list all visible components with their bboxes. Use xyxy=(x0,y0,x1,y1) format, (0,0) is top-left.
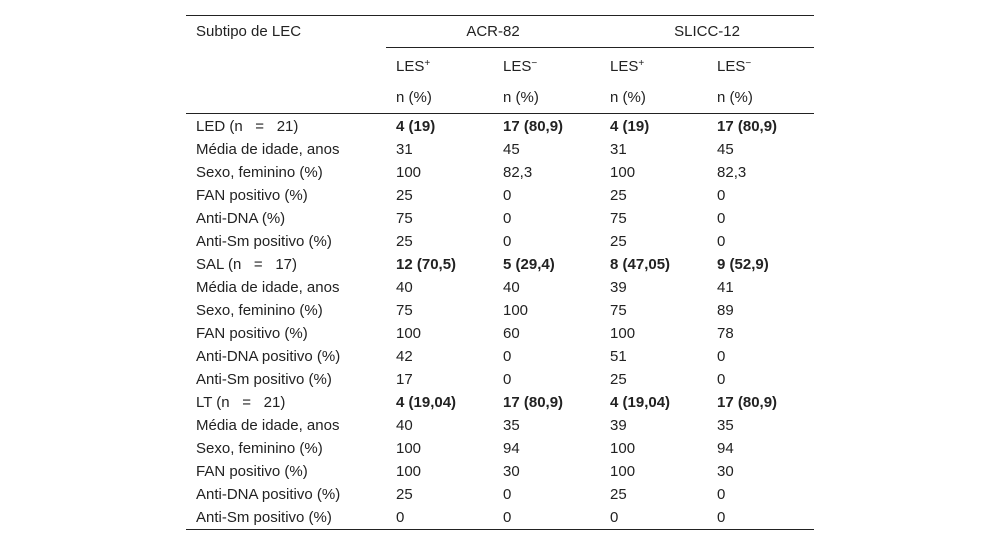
subcol-header xyxy=(600,48,707,83)
table-row xyxy=(186,322,814,345)
table-cell: 0 xyxy=(717,187,726,204)
row-label: Média de idade, anos xyxy=(196,279,340,296)
table-group-row xyxy=(186,114,814,139)
table-cell: 17 xyxy=(396,371,413,388)
row-label: Anti-DNA positivo (%) xyxy=(196,348,341,365)
table-cell: 100 xyxy=(610,440,636,457)
subcol-header xyxy=(493,48,600,83)
group-header-acr82: ACR-82 xyxy=(386,16,600,48)
row-label-header: Subtipo de LEC xyxy=(186,16,386,48)
table-cell: 82,3 xyxy=(503,164,533,181)
table-cell: 40 xyxy=(396,279,413,296)
table-cell: 60 xyxy=(503,325,520,342)
table-cell: 4 (19) xyxy=(610,118,650,135)
row-label: Sexo, feminino (%) xyxy=(196,164,323,181)
table-cell: 75 xyxy=(610,302,627,319)
group-label-equals: = xyxy=(242,394,252,411)
table-cell: 0 xyxy=(503,210,512,227)
table-cell: 30 xyxy=(503,463,520,480)
table-cell: 25 xyxy=(396,187,413,204)
table-cell: 35 xyxy=(717,417,734,434)
table-cell: 0 xyxy=(717,210,726,227)
row-label: Sexo, feminino (%) xyxy=(196,440,323,457)
subcol-header xyxy=(386,48,493,83)
row-label: FAN positivo (%) xyxy=(196,463,308,480)
header-row-units xyxy=(186,82,814,114)
row-label: Anti-Sm positivo (%) xyxy=(196,233,332,250)
table-cell: 4 (19,04) xyxy=(396,394,457,411)
table-cell: 51 xyxy=(610,348,627,365)
group-label-count: 21) xyxy=(276,118,299,135)
table-row xyxy=(186,276,814,299)
table-cell: 100 xyxy=(503,302,529,319)
table-cell: 100 xyxy=(396,164,422,181)
table-cell: 0 xyxy=(503,371,512,388)
header-empty-cell xyxy=(186,82,386,114)
table-cell: 78 xyxy=(717,325,734,342)
table-cell: 40 xyxy=(396,417,413,434)
table-body xyxy=(186,114,814,530)
table-row xyxy=(186,368,814,391)
subcol-base: LES xyxy=(503,57,532,75)
table-cell: 42 xyxy=(396,348,413,365)
table-row xyxy=(186,437,814,460)
table-cell: 39 xyxy=(610,279,627,296)
unit-header: n (%) xyxy=(707,82,814,114)
subcol-base: LES xyxy=(610,57,639,75)
table-cell: 75 xyxy=(396,210,413,227)
table-cell: 39 xyxy=(610,417,627,434)
table-cell: 89 xyxy=(717,302,734,319)
table-cell: 25 xyxy=(610,371,627,388)
subcol-sign: − xyxy=(745,57,752,69)
table-row xyxy=(186,184,814,207)
table-cell: 82,3 xyxy=(717,164,747,181)
table-group-row xyxy=(186,391,814,414)
table-cell: 31 xyxy=(610,141,627,158)
table-cell: 100 xyxy=(396,463,422,480)
table-cell: 4 (19) xyxy=(396,118,436,135)
row-label: Anti-DNA positivo (%) xyxy=(196,486,341,503)
table-cell: 17 (80,9) xyxy=(717,394,778,411)
data-table-container xyxy=(186,15,814,530)
table-cell: 25 xyxy=(396,486,413,503)
table-cell: 25 xyxy=(610,187,627,204)
table-cell: 0 xyxy=(503,187,512,204)
table-cell: 31 xyxy=(396,141,413,158)
table-cell: 0 xyxy=(707,506,814,530)
header-empty-cell xyxy=(186,48,386,83)
group-label-equals: = xyxy=(253,256,263,273)
table-cell: 5 (29,4) xyxy=(503,256,555,273)
unit-header: n (%) xyxy=(600,82,707,114)
table-cell: 17 (80,9) xyxy=(717,118,778,135)
table-cell: 35 xyxy=(503,417,520,434)
table-row xyxy=(186,299,814,322)
table-cell: 25 xyxy=(610,486,627,503)
table-cell: 100 xyxy=(610,164,636,181)
subcol-header xyxy=(707,48,814,83)
table-row xyxy=(186,230,814,253)
group-label-text: LT (n xyxy=(196,394,230,411)
lec-subtype-table xyxy=(186,15,814,530)
table-cell: 45 xyxy=(717,141,734,158)
subcol-sign: + xyxy=(638,57,645,69)
table-cell: 9 (52,9) xyxy=(717,256,769,273)
group-label-equals: = xyxy=(255,118,265,135)
group-label-count: 17) xyxy=(275,256,297,273)
table-cell: 0 xyxy=(717,348,726,365)
table-cell: 0 xyxy=(503,348,512,365)
unit-header: n (%) xyxy=(493,82,600,114)
row-label: Média de idade, anos xyxy=(196,141,340,158)
table-group-row xyxy=(186,253,814,276)
table-cell: 0 xyxy=(717,486,726,503)
group-label-text: LED (n xyxy=(196,118,243,135)
row-label: Anti-Sm positivo (%) xyxy=(196,371,332,388)
header-row-subcols xyxy=(186,48,814,83)
table-cell: 0 xyxy=(493,506,600,530)
row-label: Anti-Sm positivo (%) xyxy=(186,506,386,530)
table-cell: 100 xyxy=(610,325,636,342)
group-label-count: 21) xyxy=(263,394,286,411)
table-row xyxy=(186,161,814,184)
table-cell: 94 xyxy=(717,440,734,457)
table-row xyxy=(186,414,814,437)
table-row xyxy=(186,138,814,161)
group-label-text: SAL (n xyxy=(196,256,242,273)
row-label: Sexo, feminino (%) xyxy=(196,302,323,319)
table-cell: 25 xyxy=(610,233,627,250)
table-cell: 0 xyxy=(717,233,726,250)
unit-header: n (%) xyxy=(386,82,493,114)
subcol-sign: − xyxy=(531,57,538,69)
subcol-sign: + xyxy=(424,57,431,69)
table-cell: 0 xyxy=(717,371,726,388)
header-row-groups xyxy=(186,16,814,48)
table-cell: 75 xyxy=(610,210,627,227)
row-label: FAN positivo (%) xyxy=(196,187,308,204)
table-cell: 17 (80,9) xyxy=(503,118,564,135)
table-row xyxy=(186,460,814,483)
table-cell: 30 xyxy=(717,463,734,480)
table-row xyxy=(186,345,814,368)
table-cell: 41 xyxy=(717,279,734,296)
table-cell: 100 xyxy=(396,325,422,342)
table-row xyxy=(186,207,814,230)
row-label: FAN positivo (%) xyxy=(196,325,308,342)
table-cell: 100 xyxy=(610,463,636,480)
table-cell: 0 xyxy=(503,486,512,503)
table-cell: 8 (47,05) xyxy=(610,256,671,273)
table-cell: 12 (70,5) xyxy=(396,256,457,273)
subcol-base: LES xyxy=(396,57,425,75)
table-row xyxy=(186,483,814,506)
row-label: Média de idade, anos xyxy=(196,417,340,434)
table-cell: 100 xyxy=(396,440,422,457)
group-header-slicc12: SLICC-12 xyxy=(600,16,814,48)
table-cell: 0 xyxy=(386,506,493,530)
table-cell: 75 xyxy=(396,302,413,319)
table-cell: 4 (19,04) xyxy=(610,394,671,411)
table-cell: 45 xyxy=(503,141,520,158)
subcol-base: LES xyxy=(717,57,746,75)
group-row-label xyxy=(186,114,386,139)
table-cell: 25 xyxy=(396,233,413,250)
table-cell: 0 xyxy=(503,233,512,250)
table-row xyxy=(186,506,814,530)
table-cell: 17 (80,9) xyxy=(503,394,564,411)
table-cell: 0 xyxy=(600,506,707,530)
group-row-label xyxy=(186,253,386,276)
table-cell: 94 xyxy=(503,440,520,457)
group-row-label xyxy=(186,391,386,414)
row-label: Anti-DNA (%) xyxy=(196,210,286,227)
table-cell: 40 xyxy=(503,279,520,296)
